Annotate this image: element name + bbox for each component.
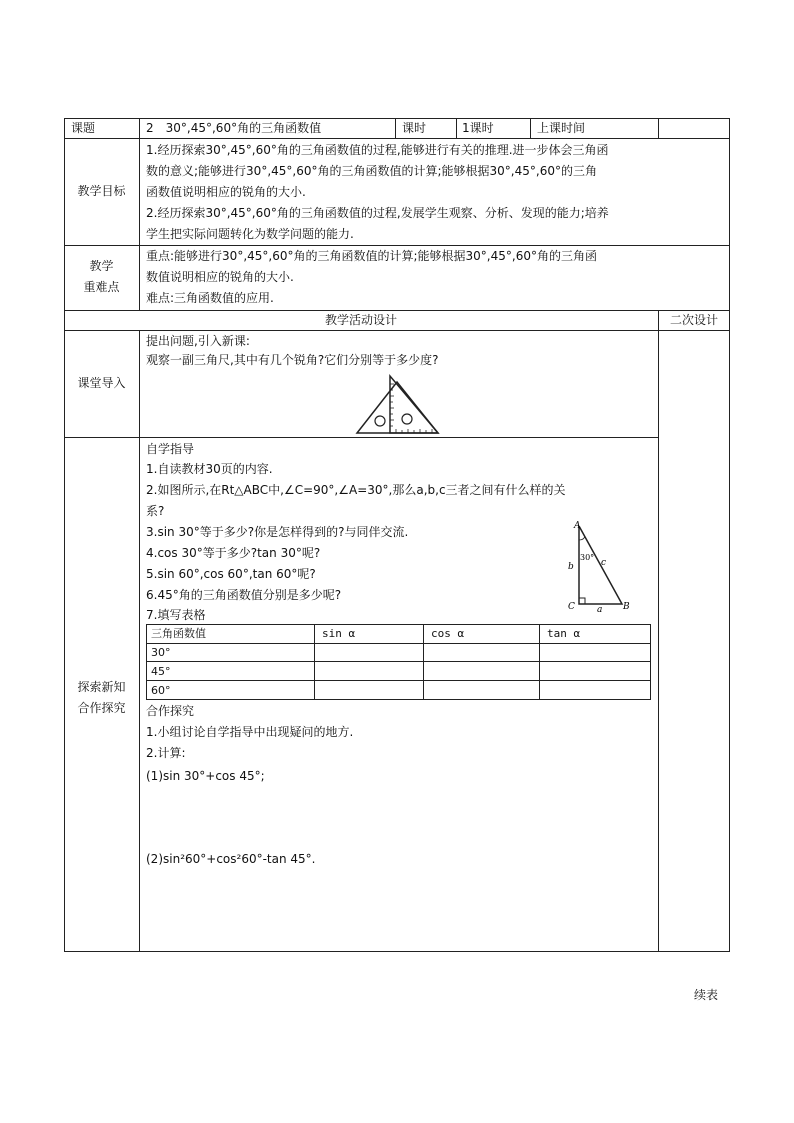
keypoint-line: 难点:三角函数值的应用. bbox=[146, 291, 274, 305]
table-row-label: 45° bbox=[151, 665, 171, 678]
goal-line: 数的意义;能够进行30°,45°,60°角的三角函数值的计算;能够根据30°,45°,60°的三角 bbox=[146, 164, 597, 178]
keypoint-line: 重点:能够进行30°,45°,60°角的三角函数值的计算;能够根据30°,45°,60°角的三角函 bbox=[146, 249, 597, 263]
table-row-label: 30° bbox=[151, 646, 171, 659]
label-intro: 课堂导入 bbox=[77, 376, 126, 390]
label-topic: 课题 bbox=[71, 121, 96, 135]
table-line bbox=[146, 661, 651, 662]
goal-line: 学生把实际问题转化为数学问题的能力. bbox=[146, 227, 354, 241]
table-line bbox=[146, 643, 651, 644]
side-a-label: a bbox=[597, 605, 603, 614]
continued-label: 续表 bbox=[694, 988, 719, 1002]
table-line bbox=[146, 680, 651, 681]
table-header: cos α bbox=[431, 627, 465, 640]
table-header: 三角函数值 bbox=[151, 627, 206, 640]
grid-line bbox=[658, 310, 659, 952]
self-study-item: 5.sin 60°,cos 60°,tan 60°呢? bbox=[146, 567, 316, 581]
grid-line bbox=[658, 118, 659, 138]
second-design-title: 二次设计 bbox=[669, 313, 718, 327]
table-row-label: 60° bbox=[151, 684, 171, 697]
label-keypoints-2: 重难点 bbox=[83, 280, 120, 294]
vertex-a-label: A bbox=[574, 521, 581, 531]
grid-line bbox=[139, 330, 140, 952]
label-period: 课时 bbox=[402, 121, 427, 135]
self-study-item: 1.自读教材30页的内容. bbox=[146, 462, 273, 476]
grid-line bbox=[395, 118, 396, 138]
lesson-period: 1课时 bbox=[462, 121, 494, 135]
coop-title: 合作探究 bbox=[146, 704, 195, 718]
self-study-item: 3.sin 30°等于多少?你是怎样得到的?与同伴交流. bbox=[146, 525, 409, 539]
grid-line bbox=[64, 437, 658, 438]
calc-problem-2: (2)sin²60°+cos²60°-tan 45°. bbox=[146, 852, 316, 866]
vertex-c-label: C bbox=[568, 602, 575, 612]
table-header: sin α bbox=[322, 627, 356, 640]
table-line bbox=[423, 624, 424, 700]
label-explore-2: 合作探究 bbox=[77, 701, 126, 715]
table-header: tan α bbox=[547, 627, 581, 640]
self-study-title: 自学指导 bbox=[146, 442, 195, 456]
keypoint-line: 数值说明相应的锐角的大小. bbox=[146, 270, 294, 284]
goal-line: 函数值说明相应的锐角的大小. bbox=[146, 185, 306, 199]
label-keypoints-1: 教学 bbox=[89, 259, 114, 273]
goal-line: 1.经历探索30°,45°,60°角的三角函数值的过程,能够进行有关的推理.进一步体会三角函 bbox=[146, 143, 609, 157]
grid-line bbox=[64, 951, 730, 952]
angle-label: 30° bbox=[580, 553, 595, 562]
self-study-item: 系? bbox=[146, 504, 165, 518]
self-study-item: 2.如图所示,在Rt△ABC中,∠C=90°,∠A=30°,那么a,b,c三者之间有什么样的关 bbox=[146, 483, 566, 497]
grid-line bbox=[456, 118, 457, 138]
grid-line bbox=[139, 118, 140, 310]
coop-item: 1.小组讨论自学指导中出现疑问的地方. bbox=[146, 725, 354, 739]
intro-question: 观察一副三角尺,其中有几个锐角?它们分别等于多少度? bbox=[146, 353, 439, 367]
label-class-time: 上课时间 bbox=[537, 121, 586, 135]
side-b-label: b bbox=[568, 562, 574, 572]
table-line bbox=[539, 624, 540, 700]
grid-line bbox=[729, 118, 730, 952]
self-study-item: 6.45°角的三角函数值分别是多少呢? bbox=[146, 588, 342, 602]
calc-problem-1: (1)sin 30°+cos 45°; bbox=[146, 769, 265, 783]
label-explore-1: 探索新知 bbox=[77, 680, 126, 694]
self-study-item: 7.填写表格 bbox=[146, 608, 206, 622]
side-c-label: c bbox=[601, 558, 607, 568]
vertex-b-label: B bbox=[623, 602, 630, 612]
grid-line bbox=[530, 118, 531, 138]
grid-line bbox=[64, 118, 65, 952]
set-squares-illustration bbox=[352, 372, 444, 436]
table-line bbox=[314, 624, 315, 700]
label-goals: 教学目标 bbox=[77, 184, 126, 198]
lesson-topic: 2 30°,45°,60°角的三角函数值 bbox=[146, 121, 322, 135]
activity-design-title: 教学活动设计 bbox=[324, 313, 397, 327]
self-study-item: 4.cos 30°等于多少?tan 30°呢? bbox=[146, 546, 321, 560]
right-triangle-figure bbox=[562, 518, 634, 614]
goal-line: 2.经历探索30°,45°,60°角的三角函数值的过程,发展学生观察、分析、发现的能力;培养 bbox=[146, 206, 609, 220]
intro-line: 提出问题,引入新课: bbox=[146, 334, 250, 348]
coop-item: 2.计算: bbox=[146, 746, 186, 760]
